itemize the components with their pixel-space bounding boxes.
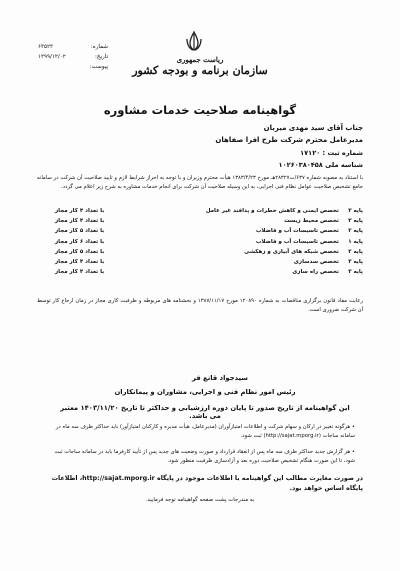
letter-meta (38, 42, 108, 72)
qualification-table (55, 206, 363, 277)
rank-level: پایه ۱ (348, 238, 363, 245)
qualification-row (55, 257, 363, 267)
national-id: شناسه ملی ۱۰۲۶۰۳۸۰۴۵۸ (278, 161, 363, 169)
signer-name: سیدجواد قانع فر (192, 374, 248, 382)
addressee-position: مدیرعامل محترم شرکت طرح افرا صفاهان (215, 136, 363, 144)
rank-level: پایه ۳ (348, 218, 363, 225)
rank-level: پایه ۲ (348, 228, 363, 235)
rank-specialty: تخصص راه سازی (292, 269, 339, 276)
validity-statement: این گواهینامه از تاریخ صدور تا پایان دوره ارزشیابی و حداکثر تا تاریخ ۱۴۰۳/۱۱/۲۰ معتبر می باشد. (60, 404, 350, 420)
rank-capacity: با تعداد ۴ کار مجاز (55, 269, 105, 276)
date-label: تاریخ: (94, 54, 108, 60)
organization-heading: سازمان برنامه و بودجه کشور (132, 64, 268, 77)
bullet-list-item (47, 448, 363, 466)
bullet-text: • هرگونه تغییر در ارکان و سهام شرکت و اطلاعات امتیازآوران (مدیرعامل، هیأت مدیره و کارکنان امتیازآور) باید حداکثر ظرف سه ماه در سامانه ساجات (http://sajat.mporg.ir) ثبت شود. (47, 423, 355, 441)
qualification-row (55, 247, 363, 257)
rank-level: پایه ۳ (348, 208, 363, 215)
date-value: ۱۳۹۹/۱۲/۰۲ (38, 54, 66, 60)
rank-capacity: با تعداد ۵ کار مجاز (55, 248, 105, 255)
rank-specialty: تخصص تاسیسات آب و فاضلاب (255, 238, 339, 245)
rank-level: پایه ۳ (348, 259, 363, 266)
rank-specialty: تخصص ایمنی و کاهش خطرات و پدافند غیر عامل (205, 208, 339, 215)
rank-specialty: تخصص تاسیسات آب و فاضلاب (255, 228, 339, 235)
number-value: ۶۳۵۲۳ (38, 44, 54, 50)
intro-paragraph: با استناد به مصوبه شماره ۶۳۷/ت۲۸۳۲۷هـ مورخ ۱۳۸۳/۴/۲۳ هیأت محترم وزیران و با توجه به احراز شرایط لازم و تایید صلاحیت آن شرکت در سامانه جامع تشخیص صلاحیت عوامل نظام فنی اجرایی، به این وسیله صلاحیت آن شرکت برای انجام خدمات مشاوره به شرح زیر اعلام می گردد. (37, 175, 363, 191)
rank-level: پایه ۳ (348, 269, 363, 276)
rank-capacity: با تعداد ۴ کار مجاز (55, 208, 105, 215)
qualification-row (55, 267, 363, 277)
qualification-row (55, 237, 363, 247)
rank-specialty: تخصص شبکه های آبیاری و زهکشی (244, 248, 339, 255)
rank-capacity: با تعداد ۴ کار مجاز (55, 259, 105, 266)
attachment-label: پیوست: (89, 64, 108, 70)
rank-capacity: با تعداد ۶ کار مجاز (55, 238, 105, 245)
rank-capacity: با تعداد ۴ کار مجاز (55, 218, 105, 225)
registration-number: شماره ثبت : ۱۷۱۲۰ (300, 149, 363, 157)
bullet-text: • هر گزارش جدید حداکثر ظرف سه ماه پس از انعقاد قرارداد و صورت وضعیت های جدید پس از تأیید کارفرما باید در سامانه ساجات ثبت شود، تا این صورت هنگام تشخیص صلاحیت دوره بعد و آزادسازی ظرفیت منظور شود. (47, 448, 355, 466)
bullet-list-item (47, 423, 363, 441)
rank-specialty: تخصص محیط زیست (284, 218, 339, 225)
qualification-row (55, 206, 363, 216)
rank-specialty: تخصص سدسازی (293, 259, 339, 266)
rank-capacity: با تعداد ۵ کار مجاز (55, 228, 105, 235)
qualification-row (55, 216, 363, 226)
number-label: شماره: (90, 44, 108, 50)
rank-level: پایه ۲ (348, 248, 363, 255)
qualification-row (55, 226, 363, 236)
document-title: گواهینامه صلاحیت خدمات مشاوره (103, 103, 297, 117)
addressee-name: جناب آقای سید مهدی میربان (263, 124, 363, 132)
presidency-heading: ریاست جمهوری (176, 55, 224, 64)
footer-note: به مندرجات پشت صفحه گواهینامه توجه فرمایید. (145, 497, 255, 503)
signer-office: رئیس امور نظام فنی و اجرایی، مشاوران و پیمانکاران (114, 388, 296, 396)
discrepancy-notice: در صورت مغایرت مطالب این گواهینامه با اطلاعات موجود در پایگاه http://sajat.mporg.ir، اطلاعات پایگاه اساس خواهد بود. (51, 475, 363, 492)
iran-emblem-icon (183, 30, 205, 52)
tender-law-note: رعایت مفاد قانون برگزاری مناقصات به شماره ۱۲۰۸۹۰ مورخ ۱۳۸۷/۱۱/۱۷ و بخشنامه های مربوطه و ظرفیت کاری مجاز در زمان ارجاع کار توسط آن شرکت ضروری است. (37, 298, 364, 314)
